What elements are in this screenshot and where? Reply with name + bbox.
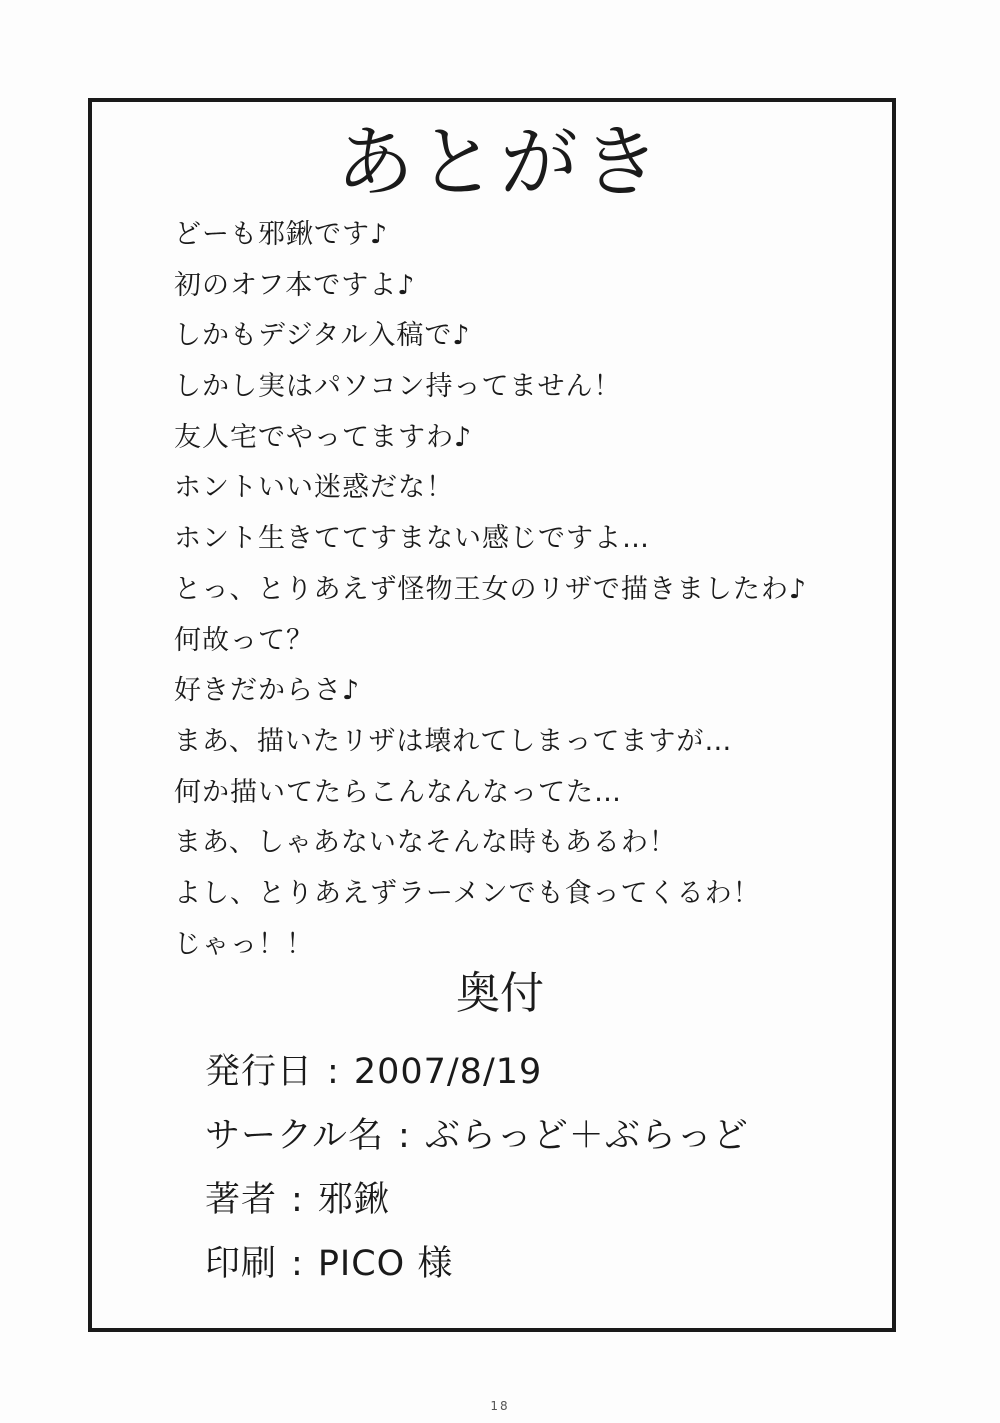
colophon-entry-printer [205,1232,749,1296]
afterword-line: とっ、とりあえず怪物王女のリザで描きましたわ♪ [174,573,808,605]
afterword-line: よし、とりあえずラーメンでも食ってくるわ！ [174,877,761,909]
colophon-label: 印刷 [205,1244,278,1284]
afterword-line: まあ、しゃあないなそんな時もあるわ！ [174,827,677,859]
page-number: 18 [490,1399,510,1413]
colophon-separator: : [291,1180,304,1220]
colophon-separator: : [397,1116,411,1156]
afterword-text [174,210,807,970]
colophon-title: 奥付 [456,968,544,1019]
afterword-line: どーも邪鍬です♪ [174,219,389,250]
colophon-value: PICO 様 [317,1244,454,1284]
colophon-separator: : [291,1244,304,1284]
colophon-label: 著者 [205,1180,278,1220]
colophon-entry-date [205,1040,749,1104]
colophon-entry-circle [205,1104,749,1168]
afterword-line: しかし実はパソコン持ってません！ [174,371,622,403]
afterword-title: あとがき [335,118,664,208]
colophon-label: 発行日 [205,1052,314,1092]
afterword-line: 何か描いてたらこんなんなってた… [174,776,622,808]
afterword-line: 初のオフ本ですよ♪ [174,269,416,301]
colophon-entry-author [205,1168,749,1232]
colophon-label: サークル名 [205,1116,384,1156]
afterword-line: 何故って？ [174,624,314,656]
afterword-line: じゃっ！！ [174,928,314,960]
afterword-line: 友人宅でやってますわ♪ [174,421,473,453]
colophon-value: 邪鍬 [317,1180,390,1220]
colophon-value: ぶらっど＋ぶらっど [424,1116,749,1156]
colophon-value: 2007/8/19 [353,1052,543,1092]
afterword-line: ホント生きててすまない感じですよ… [174,523,650,555]
afterword-line: まあ、描いたリザは壊れてしまってますが… [174,725,733,757]
afterword-line: ホントいい迷惑だな！ [174,472,454,504]
afterword-line: 好きだからさ♪ [174,675,361,707]
afterword-line: しかもデジタル入稿で♪ [174,320,471,352]
colophon-list [205,1040,749,1296]
colophon-separator: : [327,1052,340,1092]
